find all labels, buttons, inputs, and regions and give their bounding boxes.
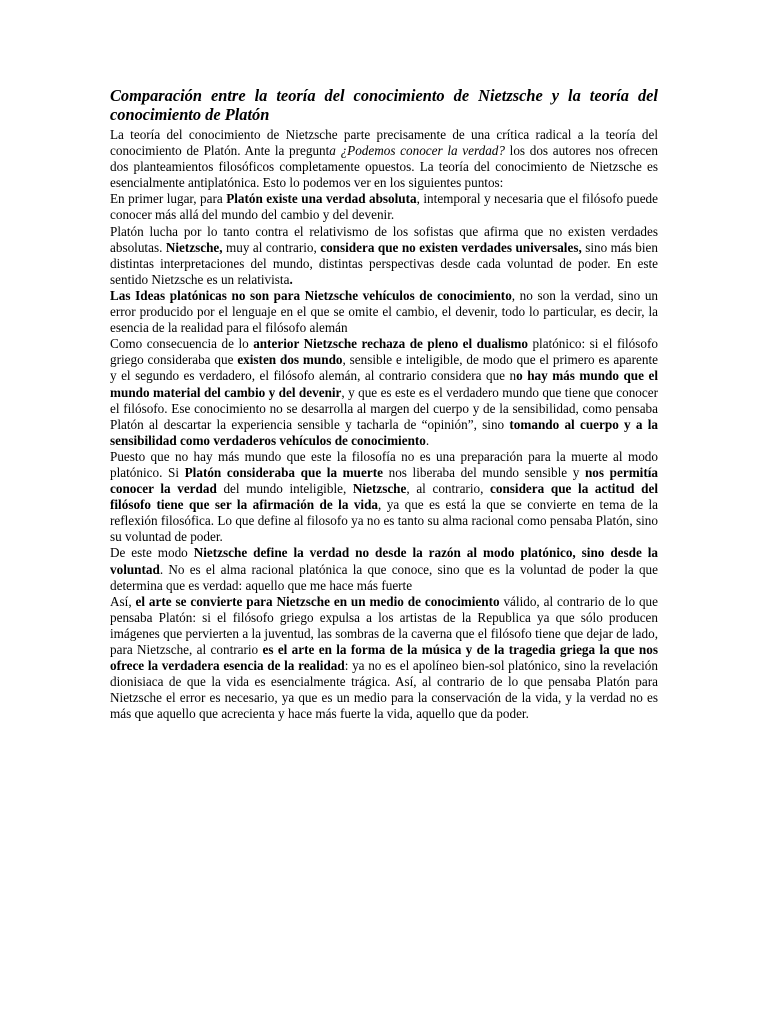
document-body (110, 86, 658, 722)
paragraph-2 (110, 191, 658, 223)
text-run: En primer lugar, para (110, 191, 227, 207)
text-run-bold: considera que la actitud del filósofo tiene que ser la afirmación de la vida (110, 481, 658, 513)
text-run: Como consecuencia de lo (110, 336, 254, 352)
text-run: , intemporal y necesaria que el filósofo puede conocer más allá del mundo del cambio y del devenir. (110, 191, 659, 223)
text-run: , al contrario, (406, 481, 491, 497)
text-run: : ya no es el apolíneo bien-sol platónico, sino la revelación dionisiaca de que la vida es esencialmente trágica. Así, al contrario de lo que pensaba Platón para Nietzsche el error es necesario, ya que es un medio para la conservación de la vida, y la verdad no es más que aquello que acrecienta y hace más fuerte la vida, aquello que da poder. (110, 658, 658, 722)
text-run: , sensible e inteligible, de modo que el primero es aparente y el segundo es verdadero, el filósofo alemán, al contrario considera que n (110, 352, 658, 384)
text-run-bold: Nietzsche define la verdad no desde la razón al modo platónico, sino desde la voluntad (110, 545, 659, 577)
text-run-bold: Nietzsche (352, 481, 407, 497)
paragraph-7 (110, 545, 658, 593)
paragraph-3 (110, 224, 658, 288)
text-run: del mundo inteligible, (216, 481, 353, 497)
text-run: . (425, 432, 430, 448)
text-run-italic: a ¿Podemos conocer la verdad? (329, 143, 505, 159)
text-run: . No es el alma racional platónica la que conoce, sino que es la voluntad de poder la que determina que es verdad: aquello que me hace más fuerte (110, 561, 658, 593)
text-run: , y que es este es el verdadero mundo que tiene que conocer el filósofo. Ese conocimiento no se desarrolla al margen del cuerpo y de la sensibilidad, como pensaba Platón al descartar la experiencia sensible y tacharla de “opinión”, sino (110, 384, 658, 432)
text-run-bold: Platón existe una verdad absoluta (226, 191, 417, 207)
paragraph-5 (110, 336, 658, 449)
text-run: Puesto que no hay más mundo que este la filosofía no es una preparación para la muerte al modo platónico. Si (110, 448, 658, 480)
text-run-bold: tomando al cuerpo y a la sensibilidad como verdaderos vehículos de conocimiento (110, 416, 658, 448)
text-run-bold: existen dos mundo (237, 352, 343, 368)
text-run: los dos autores nos ofrecen dos planteamientos filosóficos completamente opuestos. La teoría del conocimiento de Nietzsche es esencialmente antiplatónica. Esto lo podemos ver en los siguientes puntos: (110, 143, 658, 191)
text-run-bold: considera que no existen verdades universales, (320, 239, 582, 255)
text-run: válido, al contrario de lo que pensaba Platón: si el filósofo griego expulsa a los artistas de la Republica ya que sólo producen imágenes que pervierten a la juventud, las sombras de la caverna que el filósofo tiene que dejar de lado, para Nietzsche, al contrario (110, 593, 659, 657)
text-run: , ya que es está la que se convierte en tema de la reflexión filosófica. Lo que define al filosofo ya no es tanto su alma racional como pensaba Platón, sino su voluntad de poder. (110, 497, 658, 545)
text-run: De este modo (110, 545, 194, 561)
text-run-bold: Nietzsche, (165, 239, 223, 255)
text-run-bold: nos permitía conocer la verdad (110, 464, 658, 497)
text-run-bold: Las Ideas platónicas no son para Nietzsche vehículos de conocimiento (110, 287, 512, 303)
text-run: platónico: si el filósofo griego consideraba que (110, 336, 658, 368)
text-run-bold: . (289, 271, 293, 287)
document-title: Comparación entre la teoría del conocimiento de Nietzsche y la teoría del conocimiento de Platón (110, 86, 658, 124)
paragraph-1 (110, 127, 658, 191)
text-run-bold: Platón consideraba que la muerte (184, 464, 383, 480)
text-run-bold: es el arte en la forma de la música y de la tragedia griega la que nos ofrece la verdadera esencia de la realidad (110, 642, 658, 674)
text-run: La teoría del conocimiento de Nietzsche parte precisamente de una crítica radical a la teoría del conocimiento de Platón. Ante la pregunt (110, 127, 658, 159)
text-run-bold: el arte se convierte para Nietzsche en un medio de conocimiento (135, 593, 500, 609)
text-run-bold: anterior Nietzsche rechaza de pleno el dualismo (253, 336, 528, 352)
text-run: Platón lucha por lo tanto contra el relativismo de los sofistas que afirma que no existen verdades absolutas. (110, 223, 658, 255)
text-run: Así, (110, 593, 136, 609)
text-run-bold: o hay más mundo que el mundo material del cambio y del devenir (110, 368, 658, 400)
text-run: nos liberaba del mundo sensible y (382, 464, 585, 480)
paragraph-6 (110, 449, 658, 546)
paragraph-4 (110, 288, 658, 336)
text-run: sino más bien distintas interpretaciones del mundo, distintas perspectivas desde cada voluntad de poder. En este sentido Nietzsche es un relativista (110, 239, 658, 287)
paragraph-8 (110, 594, 658, 723)
text-run: , no son la verdad, sino un error producido por el lenguaje en el que se omite el cambio, el devenir, todo lo particular, es decir, la esencia de la realidad para el filósofo alemán (110, 287, 659, 336)
text-run: muy al contrario, (222, 239, 321, 255)
